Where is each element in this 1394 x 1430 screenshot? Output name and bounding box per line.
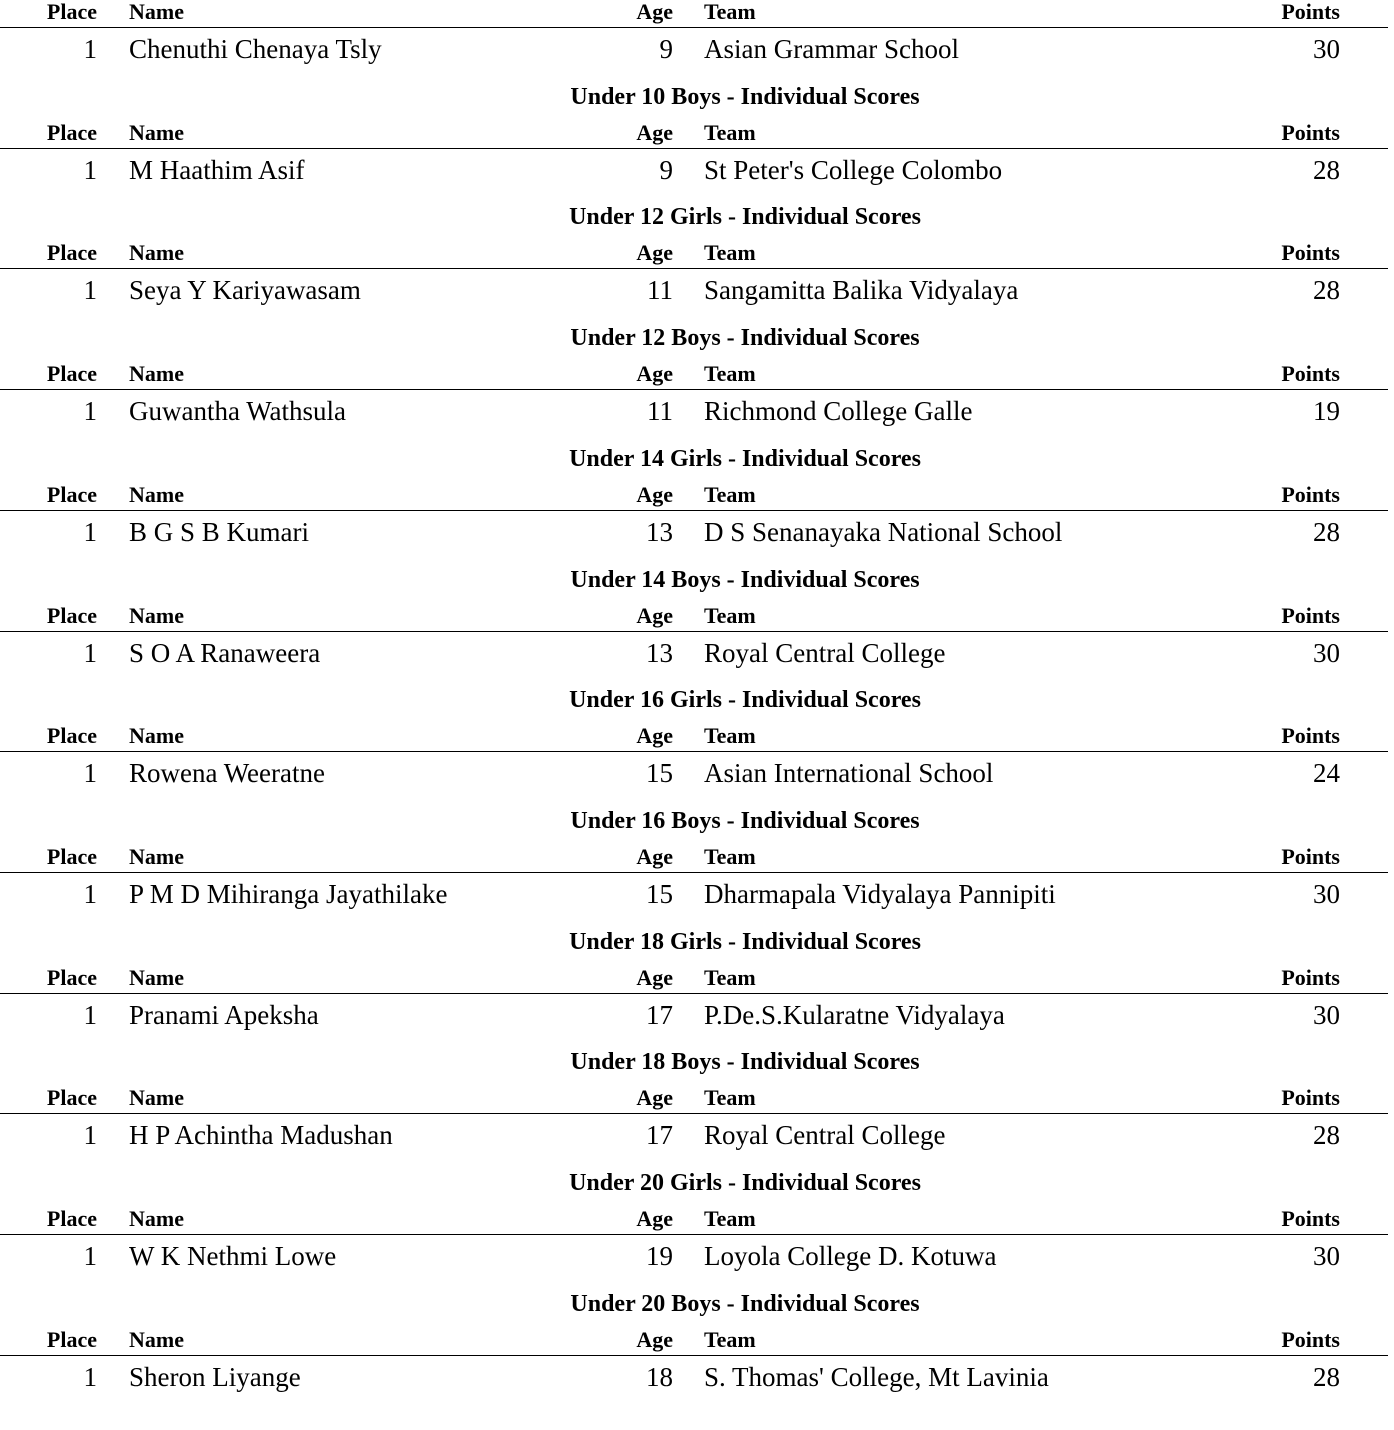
column-header-row: [0, 844, 1394, 874]
cell-team: Royal Central College: [704, 637, 946, 668]
column-header-row: [0, 723, 1394, 753]
column-header-team: Team: [704, 964, 756, 990]
column-header-place: Place: [46, 240, 97, 266]
cell-team: D S Senanayaka National School: [704, 516, 1063, 547]
cell-age: 19: [646, 1241, 673, 1271]
cell-team: Royal Central College: [704, 1120, 946, 1151]
cell-age: 9: [659, 34, 673, 64]
column-header-age: Age: [636, 1326, 673, 1352]
header-divider: [0, 1355, 1388, 1356]
results-section: [0, 446, 1394, 567]
cell-points: 24: [1313, 758, 1340, 789]
results-section: [0, 808, 1394, 929]
results-section: [0, 1049, 1394, 1170]
column-header-age: Age: [636, 964, 673, 990]
column-header-age: Age: [636, 1206, 673, 1231]
column-header-age: Age: [636, 0, 673, 24]
column-header-points: Points: [1281, 602, 1340, 628]
cell-name: Seya Y Kariyawasam: [129, 275, 361, 306]
column-header-points: Points: [1281, 119, 1340, 145]
cell-points: 30: [1313, 34, 1340, 64]
cell-name: H P Achintha Madushan: [129, 1120, 393, 1151]
cell-age: 13: [646, 516, 673, 547]
column-header-team: Team: [704, 361, 756, 387]
cell-team: Richmond College Galle: [704, 396, 973, 427]
column-header-name: Name: [129, 240, 184, 266]
header-divider: [0, 872, 1388, 873]
column-header-team: Team: [704, 602, 756, 628]
table-row: [0, 1239, 1394, 1273]
column-header-place: Place: [46, 602, 97, 628]
column-header-points: Points: [1281, 0, 1340, 24]
column-header-age: Age: [636, 240, 673, 266]
column-header-place: Place: [46, 1206, 97, 1231]
column-header-team: Team: [704, 1326, 756, 1352]
cell-name: Guwantha Wathsula: [129, 396, 347, 427]
cell-age: 11: [647, 396, 673, 427]
column-header-row: [0, 1327, 1394, 1357]
cell-name: P M D Mihiranga Jayathilake: [129, 878, 448, 909]
table-row: [0, 1360, 1394, 1394]
column-header-place: Place: [46, 119, 97, 145]
column-header-name: Name: [129, 1326, 184, 1352]
cell-name: Sheron Liyange: [129, 1361, 301, 1392]
header-divider: [0, 27, 1388, 28]
column-header-team: Team: [704, 0, 756, 24]
column-header-name: Name: [129, 1206, 184, 1231]
column-header-name: Name: [129, 964, 184, 990]
cell-team: Asian Grammar School: [704, 34, 959, 64]
column-header-row: [0, 1206, 1394, 1236]
cell-place: 1: [83, 275, 97, 306]
column-header-row: [0, 361, 1394, 391]
section-title: Under 14 Boys - Individual Scores: [570, 566, 920, 593]
results-section: [0, 929, 1394, 1050]
column-header-name: Name: [129, 843, 184, 869]
section-title: Under 10 Boys - Individual Scores: [570, 83, 920, 110]
results-section: [0, 567, 1394, 688]
cell-name: Rowena Weeratne: [129, 758, 325, 789]
column-header-place: Place: [46, 361, 97, 387]
cell-team: Asian International School: [704, 758, 994, 789]
section-title: Under 16 Boys - Individual Scores: [570, 807, 920, 834]
header-divider: [0, 389, 1388, 390]
column-header-place: Place: [46, 843, 97, 869]
results-section: [0, 204, 1394, 325]
results-section: [0, 325, 1394, 446]
cell-age: 15: [646, 878, 673, 909]
results-section: [0, 84, 1394, 205]
cell-name: Pranami Apeksha: [129, 999, 319, 1030]
table-row: [0, 636, 1394, 670]
table-row: [0, 515, 1394, 549]
header-divider: [0, 268, 1388, 269]
cell-age: 13: [646, 637, 673, 668]
section-title: Under 14 Girls - Individual Scores: [569, 445, 921, 472]
section-title: Under 20 Boys - Individual Scores: [570, 1290, 920, 1317]
cell-age: 17: [646, 1120, 673, 1151]
results-section: [0, 1291, 1394, 1412]
cell-age: 15: [646, 758, 673, 789]
column-header-row: [0, 965, 1394, 995]
table-row: [0, 877, 1394, 911]
cell-points: 19: [1313, 396, 1340, 427]
column-header-points: Points: [1281, 843, 1340, 869]
column-header-row: [0, 1085, 1394, 1115]
results-section: [0, 0, 1394, 84]
column-header-points: Points: [1281, 1206, 1340, 1231]
table-row: [0, 153, 1394, 187]
column-header-place: Place: [46, 481, 97, 507]
table-row: [0, 32, 1394, 66]
results-section: [0, 687, 1394, 808]
section-title: Under 20 Girls - Individual Scores: [569, 1170, 921, 1196]
cell-place: 1: [83, 396, 97, 427]
column-header-points: Points: [1281, 1085, 1340, 1111]
cell-name: W K Nethmi Lowe: [129, 1241, 337, 1271]
header-divider: [0, 1113, 1388, 1114]
column-header-points: Points: [1281, 240, 1340, 266]
cell-age: 18: [646, 1361, 673, 1392]
table-row: [0, 273, 1394, 307]
cell-place: 1: [83, 1120, 97, 1151]
cell-place: 1: [83, 999, 97, 1030]
cell-points: 28: [1313, 1361, 1340, 1392]
results-section: [0, 1170, 1394, 1291]
column-header-row: [0, 603, 1394, 633]
column-header-row: [0, 120, 1394, 150]
column-header-name: Name: [129, 361, 184, 387]
column-header-row: [0, 240, 1394, 270]
column-header-points: Points: [1281, 361, 1340, 387]
cell-team: Loyola College D. Kotuwa: [704, 1241, 997, 1271]
cell-place: 1: [83, 1361, 97, 1392]
section-title: Under 18 Girls - Individual Scores: [569, 928, 921, 955]
cell-points: 28: [1313, 275, 1340, 306]
column-header-row: [0, 482, 1394, 512]
cell-name: M Haathim Asif: [129, 154, 305, 185]
cell-age: 9: [659, 154, 673, 185]
cell-name: B G S B Kumari: [129, 516, 310, 547]
cell-place: 1: [83, 637, 97, 668]
cell-age: 11: [647, 275, 673, 306]
column-header-name: Name: [129, 602, 184, 628]
column-header-age: Age: [636, 843, 673, 869]
cell-place: 1: [83, 34, 97, 64]
column-header-place: Place: [46, 1085, 97, 1111]
column-header-team: Team: [704, 723, 756, 749]
column-header-points: Points: [1281, 481, 1340, 507]
header-divider: [0, 751, 1388, 752]
column-header-age: Age: [636, 723, 673, 749]
section-title: Under 12 Boys - Individual Scores: [570, 325, 920, 352]
header-divider: [0, 510, 1388, 511]
column-header-place: Place: [46, 1326, 97, 1352]
cell-team: S. Thomas' College, Mt Lavinia: [704, 1361, 1049, 1392]
column-header-team: Team: [704, 1085, 756, 1111]
column-header-age: Age: [636, 119, 673, 145]
cell-place: 1: [83, 154, 97, 185]
column-header-name: Name: [129, 119, 184, 145]
column-header-name: Name: [129, 723, 184, 749]
column-header-team: Team: [704, 1206, 756, 1231]
column-header-name: Name: [129, 0, 184, 24]
column-header-name: Name: [129, 481, 184, 507]
column-header-team: Team: [704, 843, 756, 869]
column-header-age: Age: [636, 1085, 673, 1111]
cell-points: 30: [1313, 878, 1340, 909]
table-row: [0, 1118, 1394, 1152]
column-header-age: Age: [636, 361, 673, 387]
column-header-place: Place: [46, 723, 97, 749]
cell-points: 30: [1313, 1241, 1340, 1271]
column-header-place: Place: [46, 964, 97, 990]
cell-team: St Peter's College Colombo: [704, 154, 1003, 185]
section-title: Under 16 Girls - Individual Scores: [569, 687, 921, 714]
cell-points: 28: [1313, 1120, 1340, 1151]
column-header-team: Team: [704, 119, 756, 145]
column-header-age: Age: [636, 481, 673, 507]
cell-age: 17: [646, 999, 673, 1030]
cell-name: Chenuthi Chenaya Tsly: [129, 34, 382, 64]
column-header-points: Points: [1281, 723, 1340, 749]
cell-place: 1: [83, 516, 97, 547]
section-title: Under 18 Boys - Individual Scores: [570, 1049, 920, 1076]
column-header-row: [0, 0, 1394, 29]
cell-points: 30: [1313, 999, 1340, 1030]
column-header-points: Points: [1281, 1326, 1340, 1352]
column-header-name: Name: [129, 1085, 184, 1111]
cell-team: Dharmapala Vidyalaya Pannipiti: [704, 878, 1056, 909]
cell-place: 1: [83, 758, 97, 789]
cell-team: P.De.S.Kularatne Vidyalaya: [704, 999, 1005, 1030]
cell-name: S O A Ranaweera: [129, 637, 321, 668]
table-row: [0, 394, 1394, 428]
header-divider: [0, 993, 1388, 994]
header-divider: [0, 148, 1388, 149]
cell-points: 28: [1313, 154, 1340, 185]
cell-place: 1: [83, 878, 97, 909]
header-divider: [0, 631, 1388, 632]
column-header-team: Team: [704, 240, 756, 266]
column-header-age: Age: [636, 602, 673, 628]
header-divider: [0, 1234, 1388, 1235]
cell-team: Sangamitta Balika Vidyalaya: [704, 275, 1019, 306]
section-title: Under 12 Girls - Individual Scores: [569, 204, 921, 231]
cell-place: 1: [83, 1241, 97, 1271]
column-header-points: Points: [1281, 964, 1340, 990]
cell-points: 30: [1313, 637, 1340, 668]
column-header-team: Team: [704, 481, 756, 507]
table-row: [0, 756, 1394, 790]
column-header-place: Place: [46, 0, 97, 24]
cell-points: 28: [1313, 516, 1340, 547]
table-row: [0, 998, 1394, 1032]
